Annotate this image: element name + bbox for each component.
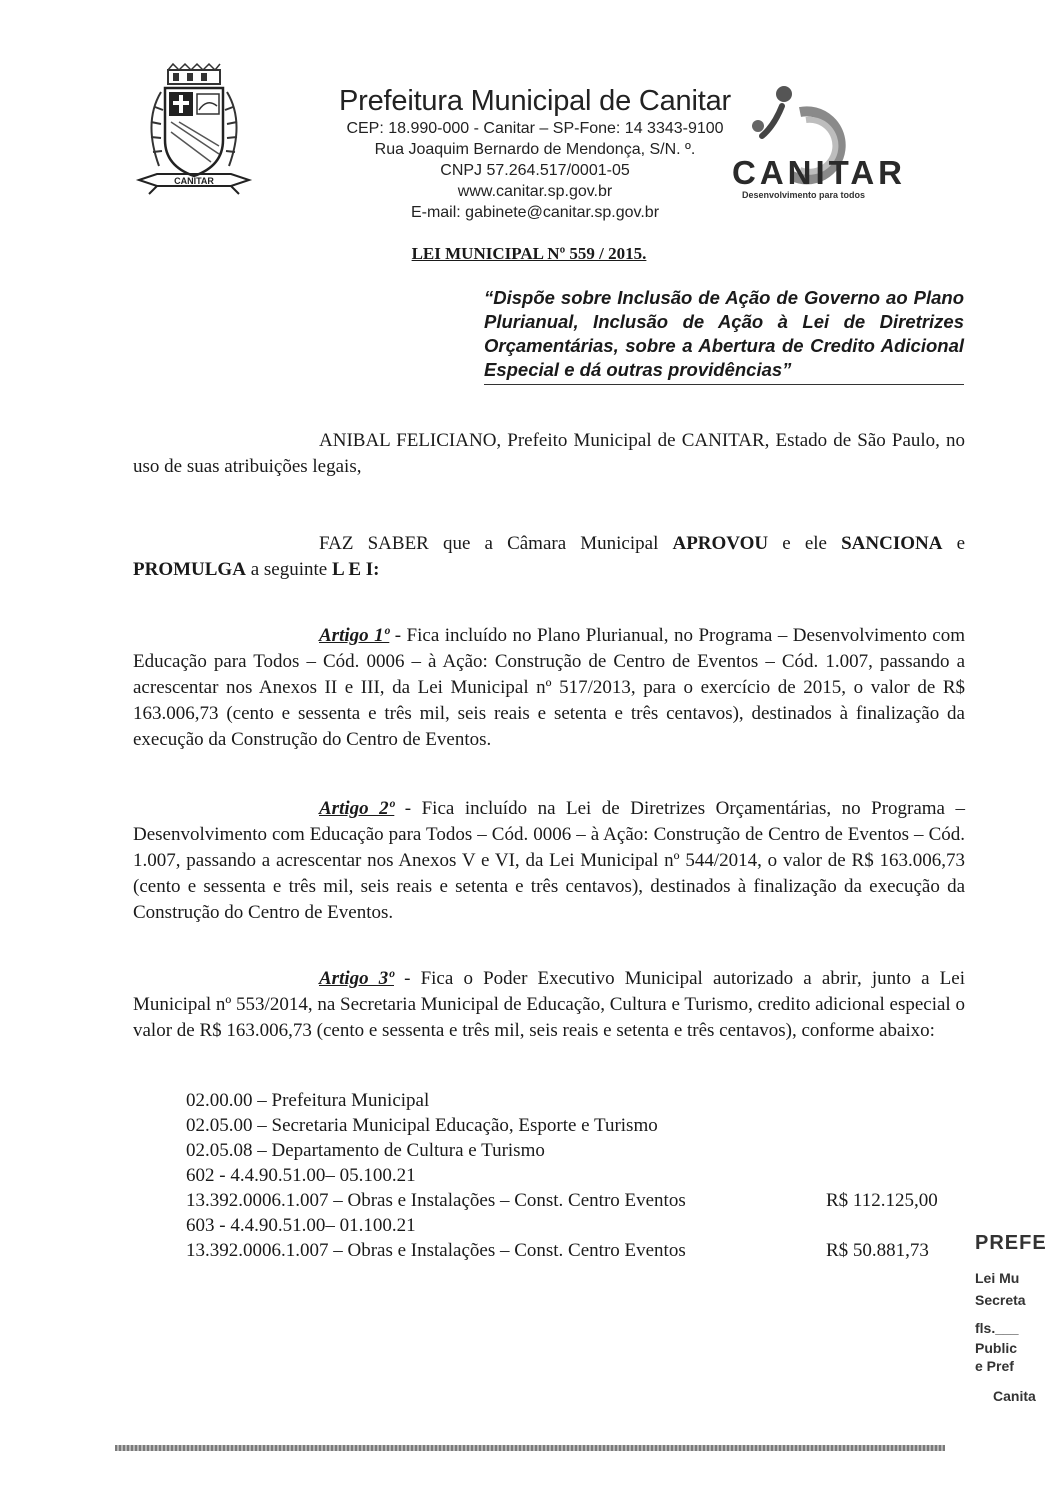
budget-line-text: 02.05.08 – Departamento de Cultura e Turismo	[186, 1140, 545, 1161]
budget-line-value	[826, 1088, 966, 1113]
stamp-fragment: fls.___	[975, 1320, 1019, 1336]
footer-divider	[115, 1445, 945, 1451]
publication-stamp	[975, 1228, 1058, 1408]
article-1-text: - Fica incluído no Plano Plurianual, no Programa – Desenvolvimento com Educação para Todos – Cód. 0006 – à Ação: Construção de Centro de Eventos – Cód. 1.007, passando a acrescentar nos Anexos II e III, da Lei Municipal nº 517/2013, para o exercício de 2015, o valor de R$ 163.006,73 (cento e sessenta e três mil, seis reais e setenta e três centavos), destinados à finalização da execução da Construção do Centro de Eventos.	[133, 625, 965, 750]
letterhead	[300, 84, 770, 223]
enact-text-4: a seguinte	[245, 559, 332, 580]
enactment-clause	[133, 531, 965, 583]
budget-line	[186, 1188, 966, 1213]
budget-line-text: 603 - 4.4.90.51.00– 01.100.21	[186, 1215, 416, 1236]
email-line: E-mail: gabinete@canitar.sp.gov.br	[410, 204, 660, 221]
canitar-logo-icon	[722, 80, 912, 205]
stamp-fragment: e Pref	[975, 1358, 1014, 1374]
budget-allocation-list	[186, 1088, 966, 1263]
stamp-fragment: Public	[975, 1340, 1018, 1356]
budget-line-text: 602 - 4.4.90.51.00– 05.100.21	[186, 1165, 416, 1186]
enact-text-2: e ele	[768, 533, 842, 554]
website-line: www.canitar.sp.gov.br	[457, 183, 613, 200]
logo-name: CANITAR	[732, 154, 902, 191]
budget-line	[186, 1238, 966, 1263]
law-title: LEI MUNICIPAL Nº 559 / 2015.	[411, 244, 647, 263]
budget-line-value: R$ 50.881,73	[826, 1240, 929, 1261]
stamp-fragment: PREFE	[975, 1232, 1047, 1254]
preamble	[133, 428, 965, 480]
logo-slogan: Desenvolvimento para todos	[742, 190, 866, 200]
article-3	[133, 966, 965, 1044]
budget-line-text: 02.00.00 – Prefeitura Municipal	[186, 1090, 430, 1111]
preamble-text: ANIBAL FELICIANO, Prefeito Municipal de CANITAR, Estado de São Paulo, no uso de suas atribuições legais,	[133, 430, 965, 477]
stamp-fragment: Secreta	[975, 1292, 1026, 1308]
law-summary: “Dispõe sobre Inclusão de Ação de Governo ao Plano Plurianual, Inclusão de Ação à Lei de Diretrizes Orçamentárias, sobre a Abertura de Credito Adicional Especial e dá outras providências”	[484, 286, 964, 385]
budget-line-value	[826, 1113, 966, 1138]
article-3-label: Artigo 3º	[319, 968, 394, 989]
cep-phone-line: CEP: 18.990-000 - Canitar – SP-Fone: 14 3343-9100	[346, 120, 724, 137]
org-name: Prefeitura Municipal de Canitar	[339, 85, 731, 117]
budget-line-value	[826, 1213, 966, 1238]
budget-line-text: 02.05.00 – Secretaria Municipal Educação, Esporte e Turismo	[186, 1115, 658, 1136]
budget-line-value	[826, 1138, 966, 1163]
enact-promulgates: PROMULGA	[133, 559, 246, 580]
stamp-fragment: Canita	[993, 1388, 1036, 1404]
budget-line-text: 13.392.0006.1.007 – Obras e Instalações – Const. Centro Eventos	[186, 1190, 686, 1211]
enact-text-3: e	[942, 533, 966, 554]
budget-line	[186, 1163, 966, 1188]
budget-line-value	[826, 1163, 966, 1188]
municipal-crest-icon	[135, 62, 253, 200]
enact-law: L E I:	[331, 559, 380, 580]
stamp-fragment: Lei Mu	[975, 1270, 1020, 1286]
article-2	[133, 796, 965, 926]
budget-line-text: 13.392.0006.1.007 – Obras e Instalações – Const. Centro Eventos	[186, 1240, 686, 1261]
crest-ribbon-label: CANITAR	[174, 176, 214, 186]
article-3-text: - Fica o Poder Executivo Municipal autorizado a abrir, junto a Lei Municipal nº 553/2014, na Secretaria Municipal de Educação, Cultura e Turismo, credito adicional especial o valor de R$ 163.006,73 (cento e sessenta e três mil, seis reais e setenta e três centavos), conforme abaixo:	[133, 968, 965, 1041]
article-1	[133, 623, 965, 753]
article-2-label: Artigo 2º	[319, 798, 395, 819]
budget-line-value: R$ 112.125,00	[826, 1190, 938, 1211]
budget-line	[186, 1088, 966, 1113]
enact-sanctions: SANCIONA	[841, 533, 943, 554]
budget-line	[186, 1138, 966, 1163]
article-1-label: Artigo 1º	[319, 625, 390, 646]
budget-line	[186, 1113, 966, 1138]
address-line: Rua Joaquim Bernardo de Mendonça, S/N. º.	[374, 141, 696, 158]
enact-approved: APROVOU	[672, 533, 769, 554]
article-2-text: - Fica incluído na Lei de Diretrizes Orçamentárias, no Programa – Desenvolvimento com Educação para Todos – Cód. 0006 – à Ação: Construção de Centro de Eventos – Cód. 1.007, passando a acrescentar nos Anexos V e VI, da Lei Municipal nº 544/2014, o valor de R$ 163.006,73 (cento e sessenta e três mil, seis reais e setenta e três centavos), destinados à finalização da execução da Construção do Centro de Eventos.	[133, 798, 965, 923]
cnpj-line: CNPJ 57.264.517/0001-05	[440, 162, 630, 179]
enact-text-1: FAZ SABER que a Câmara Municipal	[319, 533, 673, 554]
budget-line	[186, 1213, 966, 1238]
